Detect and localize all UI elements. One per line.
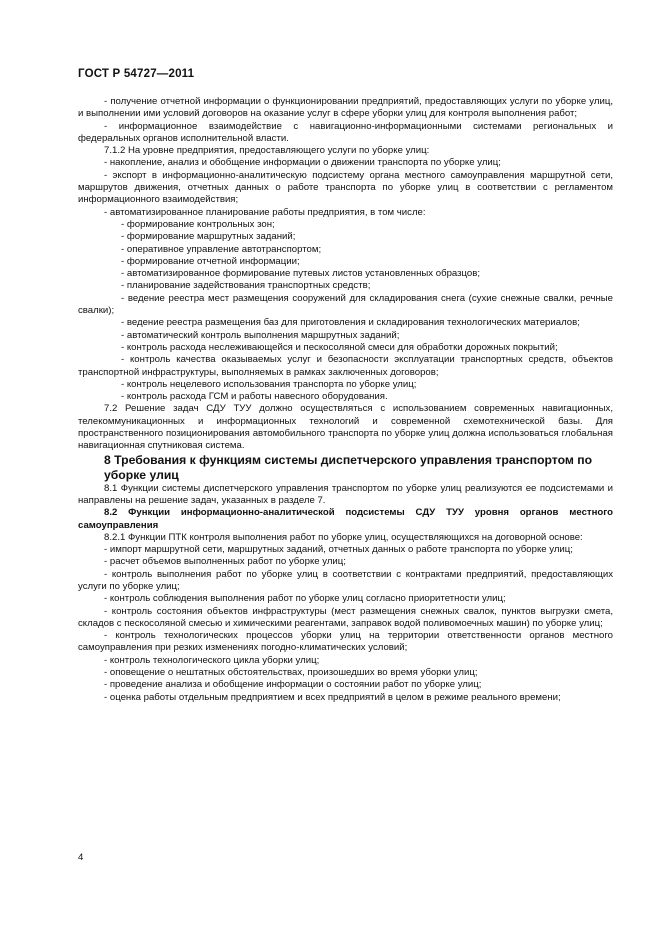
sub-list-item: - формирование маршрутных заданий; <box>121 231 296 243</box>
list-item: - расчет объемов выполненных работ по уборке улиц; <box>104 556 346 568</box>
document-header: ГОСТ Р 54727—2011 <box>78 68 195 80</box>
clause-7-2: 7.2 Решение задач СДУ ТУУ должно осуществляться с использованием современных навигационных, телекоммуникационных и информационных технологий и современной схемотехнической базы. Для пространственного позиционирования автомобильного транспорта по уборке улиц должна использоваться глобальная навигационная спутниковая система. <box>78 403 613 452</box>
list-item: - автоматизированное планирование работы предприятия, в том числе: <box>104 206 426 218</box>
sub-list-item: - формирование отчетной информации; <box>121 255 300 267</box>
sub-list-item: - контроль расхода ГСМ и работы навесного оборудования. <box>121 391 388 403</box>
clause-8-2-heading: 8.2 Функции информационно-аналитической подсистемы СДУ ТУУ уровня органов местного самоуправления <box>78 507 613 531</box>
sub-list-item: - ведение реестра размещения баз для приготовления и складирования технологических материалов; <box>121 317 580 329</box>
section-8-heading: 8 Требования к функциям системы диспетчерского управления транспортом по уборке улиц <box>104 452 593 482</box>
clause-8-2-1: 8.2.1 Функции ПТК контроля выполнения работ по уборке улиц, осуществляющихся на договорной основе: <box>104 531 583 543</box>
sub-list-item: - оперативное управление автотранспортом; <box>121 243 322 255</box>
list-item: - контроль соблюдения выполнения работ по уборке улиц согласно приоритетности улиц; <box>104 593 506 605</box>
sub-list-item: - контроль расхода неслеживающейся и пескосоляной смеси для обработки дорожных покрытий; <box>121 341 558 353</box>
list-item: - контроль технологических процессов уборки улиц на территории ответственности органов местного самоуправления при резких изменениях погодно-климатических условий; <box>78 630 613 654</box>
sub-list-item: - контроль нецелевого использования транспорта по уборке улиц; <box>121 378 417 390</box>
list-item: - контроль состояния объектов инфраструктуры (мест размещения снежных свалок, пунктов выгрузки смета, складов с пескосоляной смесью и химическими реагентами, заправок водой поливомоечных машин) по уборке улиц; <box>78 605 613 629</box>
sub-list-item: - автоматизированное формирование путевых листов установленных образцов; <box>121 268 481 280</box>
list-item: - накопление, анализ и обобщение информации о движении транспорта по уборке улиц; <box>104 157 501 169</box>
list-item: - импорт маршрутной сети, маршрутных заданий, отчетных данных о работе транспорта по уборке улиц; <box>104 544 573 556</box>
list-item: - проведение анализа и обобщение информации о состоянии работ по уборке улиц; <box>104 679 482 691</box>
paragraph: - информационное взаимодействие с навигационно-информационными системами региональных и федеральных органов исполнительной власти. <box>78 120 613 144</box>
sub-list-item: - формирование контрольных зон; <box>121 218 275 230</box>
list-item: - оценка работы отдельным предприятием и всех предприятий в целом в режиме реального времени; <box>104 691 561 703</box>
clause-7-1-2: 7.1.2 На уровне предприятия, предоставляющего услуги по уборке улиц: <box>104 145 430 157</box>
document-body <box>78 96 613 704</box>
sub-list-item: - контроль качества оказываемых услуг и безопасности эксплуатации транспортных средств, объектов транспортной инфраструктуры, выполняемых в рамках заключенных договоров; <box>78 354 613 378</box>
list-item: - оповещение о нештатных обстоятельствах, произошедших во время уборки улиц; <box>104 667 478 679</box>
list-item: - экспорт в информационно-аналитическую подсистему органа местного самоуправления маршрутной сети, маршрутов движения, отчетных данных о работе транспорта по уборке улиц в соответствии с регламентом информационного взаимодействия; <box>78 169 613 206</box>
list-item: - контроль выполнения работ по уборке улиц в соответствии с контрактами предприятий, предоставляющих услуги по уборке улиц; <box>78 568 613 592</box>
sub-list-item: - планирование задействования транспортных средств; <box>121 280 371 292</box>
sub-list-item: - автоматический контроль выполнения маршрутных заданий; <box>121 329 400 341</box>
paragraph: - получение отчетной информации о функционировании предприятий, предоставляющих услуги по уборке улиц, и выполнении ими условий договоров на оказание услуг в сфере уборки улиц для контроля выполнения работ; <box>78 96 613 120</box>
clause-8-1: 8.1 Функции системы диспетчерского управления транспортом по уборке улиц реализуются ее подсистемами и направлены на решение задач, указанных в разделе 7. <box>78 482 613 506</box>
page-number: 4 <box>78 852 84 863</box>
sub-list-item: - ведение реестра мест размещения сооружений для складирования снега (сухие снежные свалки, речные свалки); <box>78 292 613 317</box>
list-item: - контроль технологического цикла уборки улиц; <box>104 654 320 666</box>
